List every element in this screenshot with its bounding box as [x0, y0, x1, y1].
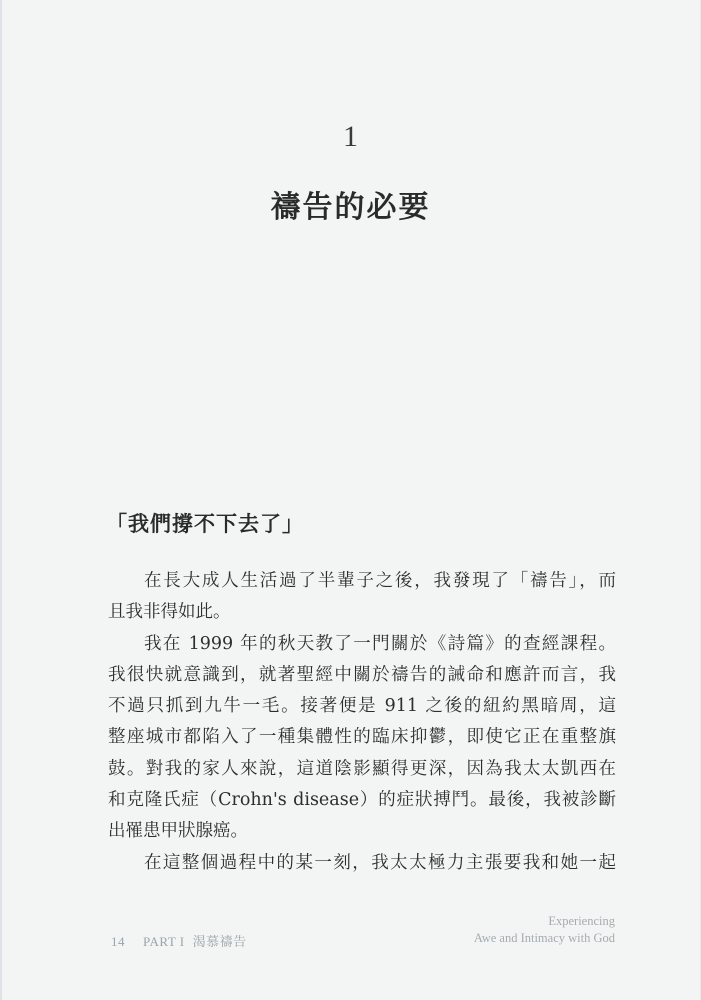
body-line: 整座城市都陷入了一種集體性的臨床抑鬱，即使它正在重整旗 [108, 727, 616, 748]
body-line: 我在 1999 年的秋天教了一門關於《詩篇》的查經課程。 [144, 633, 616, 654]
running-footer-left [111, 931, 265, 950]
section-heading: 「我們撐不下去了」 [106, 511, 304, 536]
body-line: 在這整個過程中的某一刻，我太太極力主張要我和她一起 [144, 852, 616, 873]
body-line: 在長大成人生活過了半輩子之後，我發現了「禱告」，而 [144, 571, 616, 591]
page-number: 14 [111, 934, 125, 949]
body-text [108, 566, 616, 879]
book-title-line-2: Awe and Intimacy with God [473, 931, 615, 945]
book-title-line-1: Experiencing [548, 914, 615, 928]
part-label: PART I [143, 934, 185, 949]
body-line: 我很快就意識到，就著聖經中關於禱告的誡命和應許而言，我 [108, 664, 616, 685]
body-line: 和克隆氏症（Crohn's disease）的症狀搏鬥。最後，我被診斷 [108, 790, 616, 811]
body-line: 鼓。對我的家人來說，這道陰影顯得更深，因為我太太凱西在 [108, 758, 616, 779]
body-line: 出罹患甲狀腺癌。 [108, 821, 248, 842]
chapter-number: 1 [343, 120, 358, 153]
chapter-title: 禱告的必要 [270, 190, 431, 225]
body-line: 不過只抓到九牛一毛。接著便是 911 之後的紐約黑暗周，這 [108, 696, 616, 717]
body-line: 且我非得如此。 [108, 602, 231, 623]
part-title: 渴慕禱告 [192, 934, 247, 949]
running-footer-right [474, 913, 615, 947]
